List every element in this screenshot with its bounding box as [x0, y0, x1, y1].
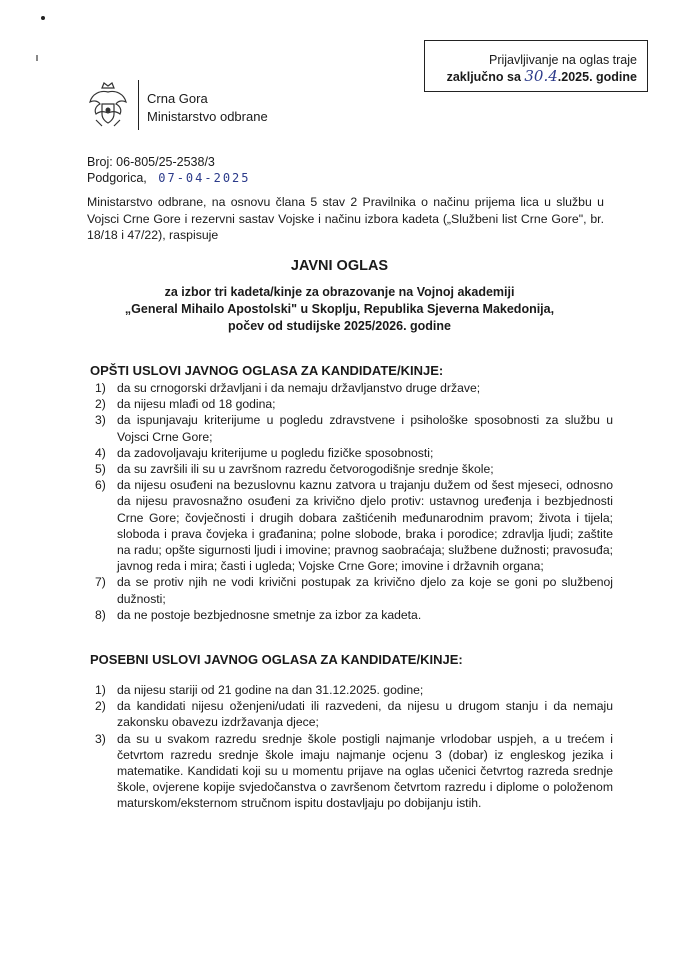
list-item: 7) da se protiv njih ne vodi krivični postupak za krivično djelo za koje se goni po službenoj dužnosti; — [95, 575, 613, 606]
list-item: 1) da nijesu stariji od 21 godine na dan 31.12.2025. godine; — [95, 683, 424, 697]
list-item: 3) da ispunjavaju kriterijume u pogledu zdravstvene i psihološke sposobnosti za službu u Vojsci Crne Gore; — [95, 413, 613, 444]
handwritten-date: 30.4 — [524, 67, 558, 85]
deadline-line: Prijavljivanje na oglas traje — [489, 53, 637, 67]
list-item: 6) da nijesu osuđeni na bezuslovnu kaznu zatvora u trajanju dužem od šest mjeseci, odnosno da nijesu pravosnažno osuđeni za krivično djelo protiv: ustavnog uređenja i bezbjednosti Crne Gore; čovječnosti i drugih dobara zaštićenih međunarodnim pravom; života i tijela; sloboda i prava čovjeka i građanina; polne slobode, braka i porodice; zdravlja ljudi; zaštite na radu; opšte sigurnosti ljudi i imovine; pravnog saobraćaja; službene dužnosti; pravosuđa; javnog reda i mira; časti i ugleda; Vojske Crne Gore; imovine i državnih organa; — [95, 478, 613, 574]
general-conditions-list — [87, 380, 613, 623]
reference-number: Broj: 06-805/25-2538/3 — [87, 155, 215, 169]
document-subtitle — [0, 284, 679, 335]
subtitle-line: za izbor tri kadeta/kinje za obrazovanje na Vojnoj akademiji — [164, 285, 515, 299]
special-conditions-list — [87, 682, 613, 812]
list-item: 5) da su završili ili su u završnom razredu četvorogodišnje srednje škole; — [95, 462, 494, 477]
stamp-date: 07-04-2025 — [158, 171, 251, 185]
document-title: JAVNI OGLAS — [290, 258, 389, 274]
ministry-name: Ministarstvo odbrane — [147, 109, 268, 124]
subtitle-line: „General Mihailo Apostolski" u Skoplju, Republika Sjeverna Makedonija, — [124, 302, 555, 316]
subtitle-line: počev od studijske 2025/2026. godine — [227, 319, 451, 333]
scan-mark — [36, 55, 38, 61]
list-item: 3) da su u svakom razredu srednje škole postigli najmanje vrlodobar uspjeh, a u trećem i četvrtom razredu srednje škole imaju najmanje ocjenu 3 (dobar) iz engleskog jezika i matematike. Kandidati koji su u momentu prijave na oglas učenici četvrtog razreda srednje škole, ovjerene kopije svjedočanstva o završenom četvrtom razredu i diplome o položenom maturskom/eksternom stručnom ispitu dostavljaju po dobijanju istih. — [95, 731, 613, 811]
deadline-suffix: .2025. godine — [557, 70, 637, 84]
intro-paragraph: Ministarstvo odbrane, na osnovu člana 5 stav 2 Pravilnika o načinu prijema lica u službu u Vojsci Crne Gore i rezervni sastav Vojske i načinu izbora kadeta („Službeni list Crne Gore", br. 18/18 i 47/22), raspisuje — [87, 195, 604, 242]
reference-block — [87, 154, 251, 186]
coat-of-arms-icon — [86, 80, 130, 130]
deadline-box — [424, 40, 648, 92]
header-divider — [138, 80, 139, 130]
list-item: 4) da zadovoljavaju kriterijume u pogledu fizičke sposobnosti; — [95, 445, 434, 460]
country-name: Crna Gora — [147, 91, 208, 106]
organization-block — [147, 90, 268, 126]
list-item: 8) da ne postoje bezbjednosne smetnje za izbor za kadeta. — [95, 607, 422, 622]
special-conditions-heading: POSEBNI USLOVI JAVNOG OGLASA ZA KANDIDATE/KINJE: — [90, 652, 463, 667]
reference-place: Podgorica, — [87, 171, 147, 185]
list-item: 2) da kandidati nijesu oženjeni/udati ili razvedeni, da nijesu u drugom stanju i da nemaju zakonsku obavezu izdržavanja djece; — [95, 699, 613, 730]
general-conditions-heading: OPŠTI USLOVI JAVNOG OGLASA ZA KANDIDATE/KINJE: — [90, 363, 444, 378]
list-item: 1) da su crnogorski državljani i da nemaju državljanstvo druge države; — [95, 381, 481, 395]
deadline-prefix: zaključno sa — [446, 70, 521, 84]
list-item: 2) da nijesu mlađi od 18 godina; — [95, 397, 276, 412]
deadline-date-line — [425, 68, 637, 85]
reference-place-date — [87, 170, 251, 186]
scan-mark — [41, 16, 45, 20]
